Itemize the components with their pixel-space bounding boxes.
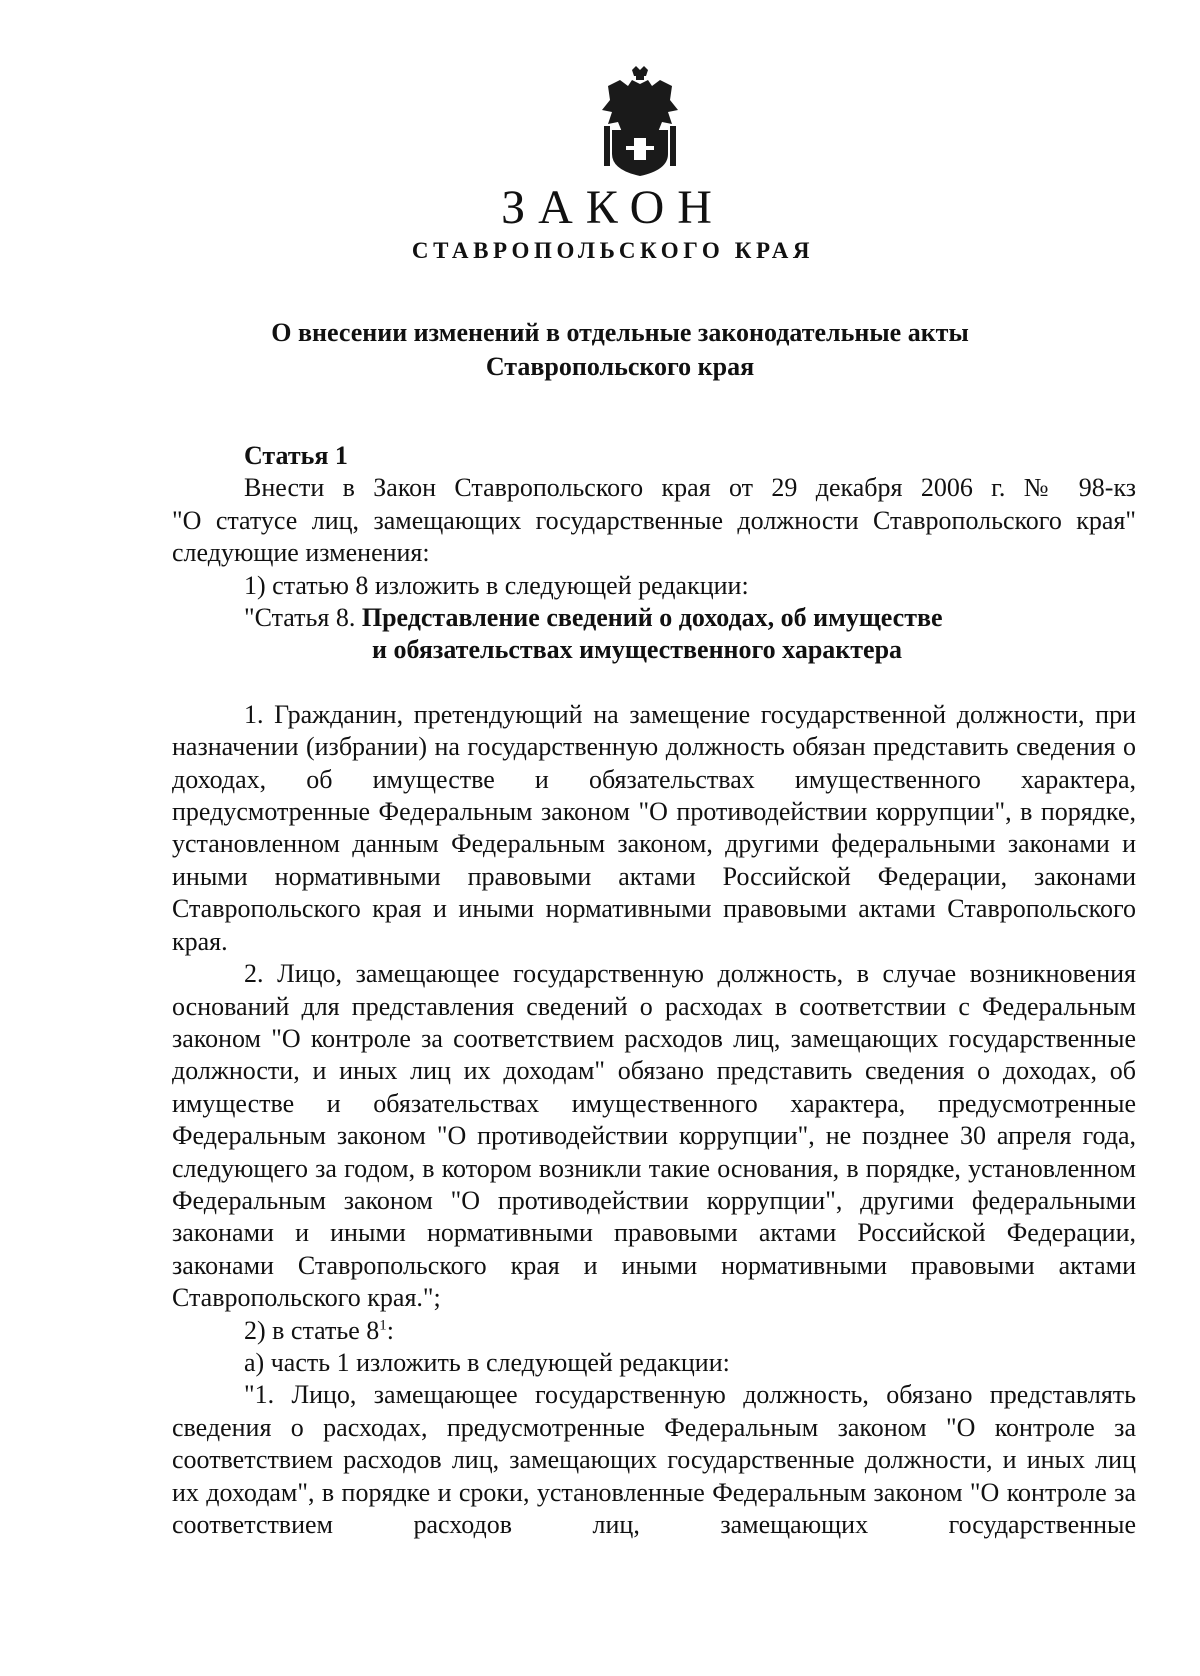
document-body <box>172 440 1136 1541</box>
article-1-intro-rest: "О статусе лиц, замещающих государственные должности Ставропольского края" следующие изменения: <box>172 505 1136 568</box>
article-8-title-line-2: и обязательствах имущественного характера <box>372 635 903 665</box>
paragraph-2: 2. Лицо, замещающее государственную должность, в случае возникновения оснований для представления сведений о расходах в соответствии с Федеральным законом "О контроле за соответствием расходов лиц, замещающих государственные должности, и иных лиц их доходам" обязано представить сведения о доходах, об имуществе и обязательствах имущественного характера, предусмотренные Федеральным законом "О противодействии коррупции", не позднее 30 апреля года, следующего за годом, в котором возникли такие основания, в порядке, установленном Федеральным законом "О противодействии коррупции", другими федеральными законами и иными нормативными правовыми актами Российской Федерации, законами Ставропольского края и иными нормативными правовыми актами Ставропольского края."; <box>172 959 1136 1313</box>
item-2-text: 2) в статье 8 <box>244 1315 380 1345</box>
item-2-superscript: 1 <box>379 1316 387 1333</box>
article-8-title-line-1: Представление сведений о доходах, об имуществе <box>361 603 943 633</box>
amendment-item-1: 1) статью 8 изложить в следующей редакции: <box>244 570 749 600</box>
subject-line-2: Ставропольского края <box>485 352 755 381</box>
paragraph-3: "1. Лицо, замещающее государственную должность, обязано представлять сведения о расходах, предусмотренные Федеральным законом "О контроле за соответствием расходов лиц, замещающих государственные должности, и иных лиц их доходам", в порядке и сроки, установленные Федеральным законом "О контроле за соответствием расходов лиц, замещающих государственные <box>172 1380 1136 1539</box>
article-8-heading <box>172 602 1136 634</box>
law-title: ЗАКОН <box>501 181 725 234</box>
document-subject <box>0 316 1200 384</box>
amendment-item-2 <box>172 1315 1136 1347</box>
item-2-colon: : <box>386 1315 395 1345</box>
amendment-item-2a: а) часть 1 изложить в следующей редакции: <box>244 1347 730 1377</box>
article-1-heading: Статья 1 <box>244 441 348 470</box>
coat-of-arms-icon <box>598 66 682 178</box>
subject-line-1: О внесении изменений в отдельные законодательные акты <box>271 318 969 347</box>
law-region: СТАВРОПОЛЬСКОГО КРАЯ <box>411 238 815 263</box>
paragraph-1: 1. Гражданин, претендующий на замещение государственной должности, при назначении (избрании) на государственную должность обязан представить сведения о доходах, об имуществе и обязательствах имущественного характера, предусмотренные Федеральным законом "О противодействии коррупции", в порядке, установленном данным Федеральным законом, другими федеральными законами и иными нормативными правовыми актами Российской Федерации, законами Ставропольского края и иными нормативными правовыми актами Ставропольского края. <box>172 699 1136 956</box>
article-1-intro-first-line: Внести в Закон Ставропольского края от 29 декабря 2006 г. № 98-кз <box>244 473 1136 503</box>
article-8-prefix: "Статья 8. <box>244 603 362 633</box>
